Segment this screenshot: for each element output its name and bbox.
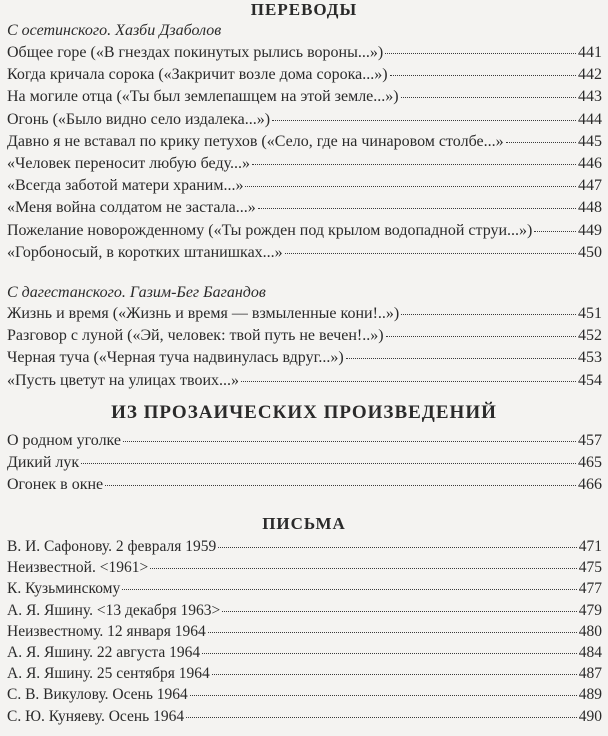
toc-entry-title: «Горбоносый, в коротких штанишках...» <box>7 243 283 261</box>
toc-entry-title: Огонь («Было видно село издалека...») <box>7 110 271 128</box>
section-heading-translations: ПЕРЕВОДЫ <box>250 0 358 19</box>
toc-entry-title: Общее горе («В гнездах покинутых рылись вороны...») <box>7 44 384 61</box>
toc-entry[interactable] <box>7 66 602 88</box>
dot-leader <box>202 652 577 654</box>
toc-entry[interactable] <box>7 623 602 645</box>
dot-leader <box>150 567 577 569</box>
subsection-dagestan: С дагестанского. Газим-Бег Багандов <box>7 284 266 301</box>
dot-leader <box>212 673 577 675</box>
toc-entry-title: «Меня война солдатом не застала...» <box>7 199 256 217</box>
toc-entry-page: 457 <box>578 432 602 449</box>
dot-leader <box>534 230 576 232</box>
dot-leader <box>241 380 576 382</box>
subsection-ossetian: С осетинского. Хазби Дзаболов <box>7 22 222 39</box>
section-heading-letters: ПИСЬМА <box>262 514 346 533</box>
toc-entry-title: «Пусть цветут на улицах твоих...» <box>7 371 240 389</box>
toc-entry-page: 442 <box>578 66 602 84</box>
toc-entry-page: 446 <box>578 155 602 172</box>
toc-entry-title: А. Я. Яшину. 25 сентября 1964 <box>7 665 210 683</box>
toc-entry-page: 443 <box>578 88 602 106</box>
toc-entry[interactable] <box>7 686 602 708</box>
toc-entry-title: О родном уголке <box>7 432 122 449</box>
toc-entry-page: 475 <box>578 559 602 577</box>
toc-entry-page: 452 <box>578 327 602 345</box>
toc-entry-page: 487 <box>578 665 602 683</box>
toc-entry[interactable] <box>7 665 602 687</box>
toc-entry[interactable] <box>7 222 602 244</box>
dot-leader <box>346 357 576 359</box>
toc-entry-title: Жизнь и время («Жизнь и время — взмыленные кони!..») <box>7 305 400 322</box>
toc-entry-title: Черная туча («Черная туча надвинулась вдруг...») <box>7 349 344 367</box>
toc-entry-title: Неизвестному. 12 января 1964 <box>7 622 206 640</box>
toc-entry-title: А. Я. Яшину. <13 декабря 1963> <box>7 601 221 619</box>
toc-entry[interactable] <box>7 454 602 476</box>
toc-entry-title: «Человек переносит любую беду...» <box>7 155 250 172</box>
toc-entry[interactable] <box>7 305 602 327</box>
toc-entry-page: 451 <box>578 305 602 322</box>
dot-leader <box>285 252 576 254</box>
dot-leader <box>123 440 576 442</box>
toc-entry-title: Когда кричала сорока («Закричит возле дома сорока...») <box>7 66 388 84</box>
dot-leader <box>390 74 576 76</box>
dot-leader <box>218 546 577 548</box>
toc-entry-page: 447 <box>578 177 602 195</box>
toc-entry-page: 479 <box>578 601 602 619</box>
toc-entry-page: 444 <box>578 110 602 128</box>
toc-entry[interactable] <box>7 580 602 602</box>
dot-leader <box>258 207 576 209</box>
toc-entry[interactable] <box>7 432 602 454</box>
section-heading-prose: ИЗ ПРОЗАИЧЕСКИХ ПРОИЗВЕДЕНИЙ <box>111 402 497 423</box>
toc-entry-title: Огонек в окне <box>7 476 104 493</box>
dot-leader <box>208 631 577 633</box>
toc-entry-page: 453 <box>578 349 602 367</box>
dot-leader <box>105 484 576 486</box>
dot-leader <box>401 96 576 98</box>
dot-leader <box>385 52 576 54</box>
toc-entry-title: С. В. Викулову. Осень 1964 <box>7 686 188 704</box>
dot-leader <box>245 185 576 187</box>
dot-leader <box>272 119 576 121</box>
toc-entry[interactable] <box>7 372 602 394</box>
toc-entry-page: 471 <box>578 538 602 555</box>
toc-entry-page: 454 <box>578 371 602 389</box>
toc-entry-title: На могиле отца («Ты был землепашцем на этой земле...») <box>7 88 399 106</box>
toc-entry-page: 466 <box>578 476 602 493</box>
toc-entry-title: Дикий лук <box>7 454 80 471</box>
toc-entry[interactable] <box>7 538 602 560</box>
toc-entry-page: 445 <box>578 132 602 150</box>
toc-entry[interactable] <box>7 199 602 221</box>
toc-entry[interactable] <box>7 44 602 66</box>
toc-entry-title: Разговор с луной («Эй, человек: твой путь не вечен!..») <box>7 327 384 345</box>
toc-entry-title: «Всегда заботой матери храним...» <box>7 177 244 195</box>
toc-entry[interactable] <box>7 133 602 155</box>
toc-entry-page: 484 <box>578 644 602 661</box>
toc-entry-title: Давно я не вставал по крику петухов («Село, где на чинаровом столбе...» <box>7 132 504 150</box>
dot-leader <box>252 163 576 165</box>
toc-entry[interactable] <box>7 644 602 666</box>
toc-entry-title: Неизвестной. <1961> <box>7 559 149 577</box>
toc-entry[interactable] <box>7 349 602 371</box>
toc-entry-page: 480 <box>578 622 602 640</box>
toc-entry-title: С. Ю. Куняеву. Осень 1964 <box>7 707 185 725</box>
dot-leader <box>506 141 576 143</box>
toc-entry-page: 490 <box>578 707 602 725</box>
dot-leader <box>401 313 576 315</box>
dot-leader <box>222 610 576 612</box>
dot-leader <box>186 716 577 718</box>
toc-entry-title: К. Кузьминскому <box>7 580 121 598</box>
toc-entry-page: 441 <box>578 44 602 61</box>
toc-entry-page: 465 <box>578 454 602 471</box>
toc-entry-page: 449 <box>578 221 602 239</box>
dot-leader <box>190 694 577 696</box>
toc-entry-page: 489 <box>578 686 602 704</box>
toc-entry[interactable] <box>7 476 602 498</box>
toc-entry[interactable] <box>7 111 602 133</box>
toc-entry[interactable] <box>7 602 602 624</box>
toc-entry[interactable] <box>7 177 602 199</box>
toc-entry[interactable] <box>7 708 602 730</box>
dot-leader <box>122 588 577 590</box>
toc-entry-page: 448 <box>578 199 602 217</box>
toc-entry[interactable] <box>7 327 602 349</box>
toc-entry[interactable] <box>7 244 602 266</box>
toc-entry[interactable] <box>7 88 602 110</box>
dot-leader <box>81 462 576 464</box>
toc-entry-title: В. И. Сафонову. 2 февраля 1959 <box>7 538 217 555</box>
toc-entry-title: Пожелание новорожденному («Ты рожден под крылом водопадной струи...») <box>7 221 533 239</box>
toc-entry[interactable] <box>7 155 602 177</box>
toc-entry-page: 450 <box>578 243 602 261</box>
dot-leader <box>386 335 576 337</box>
toc-entry-page: 477 <box>578 580 602 598</box>
toc-entry-title: А. Я. Яшину. 22 августа 1964 <box>7 644 201 661</box>
toc-entry[interactable] <box>7 559 602 581</box>
